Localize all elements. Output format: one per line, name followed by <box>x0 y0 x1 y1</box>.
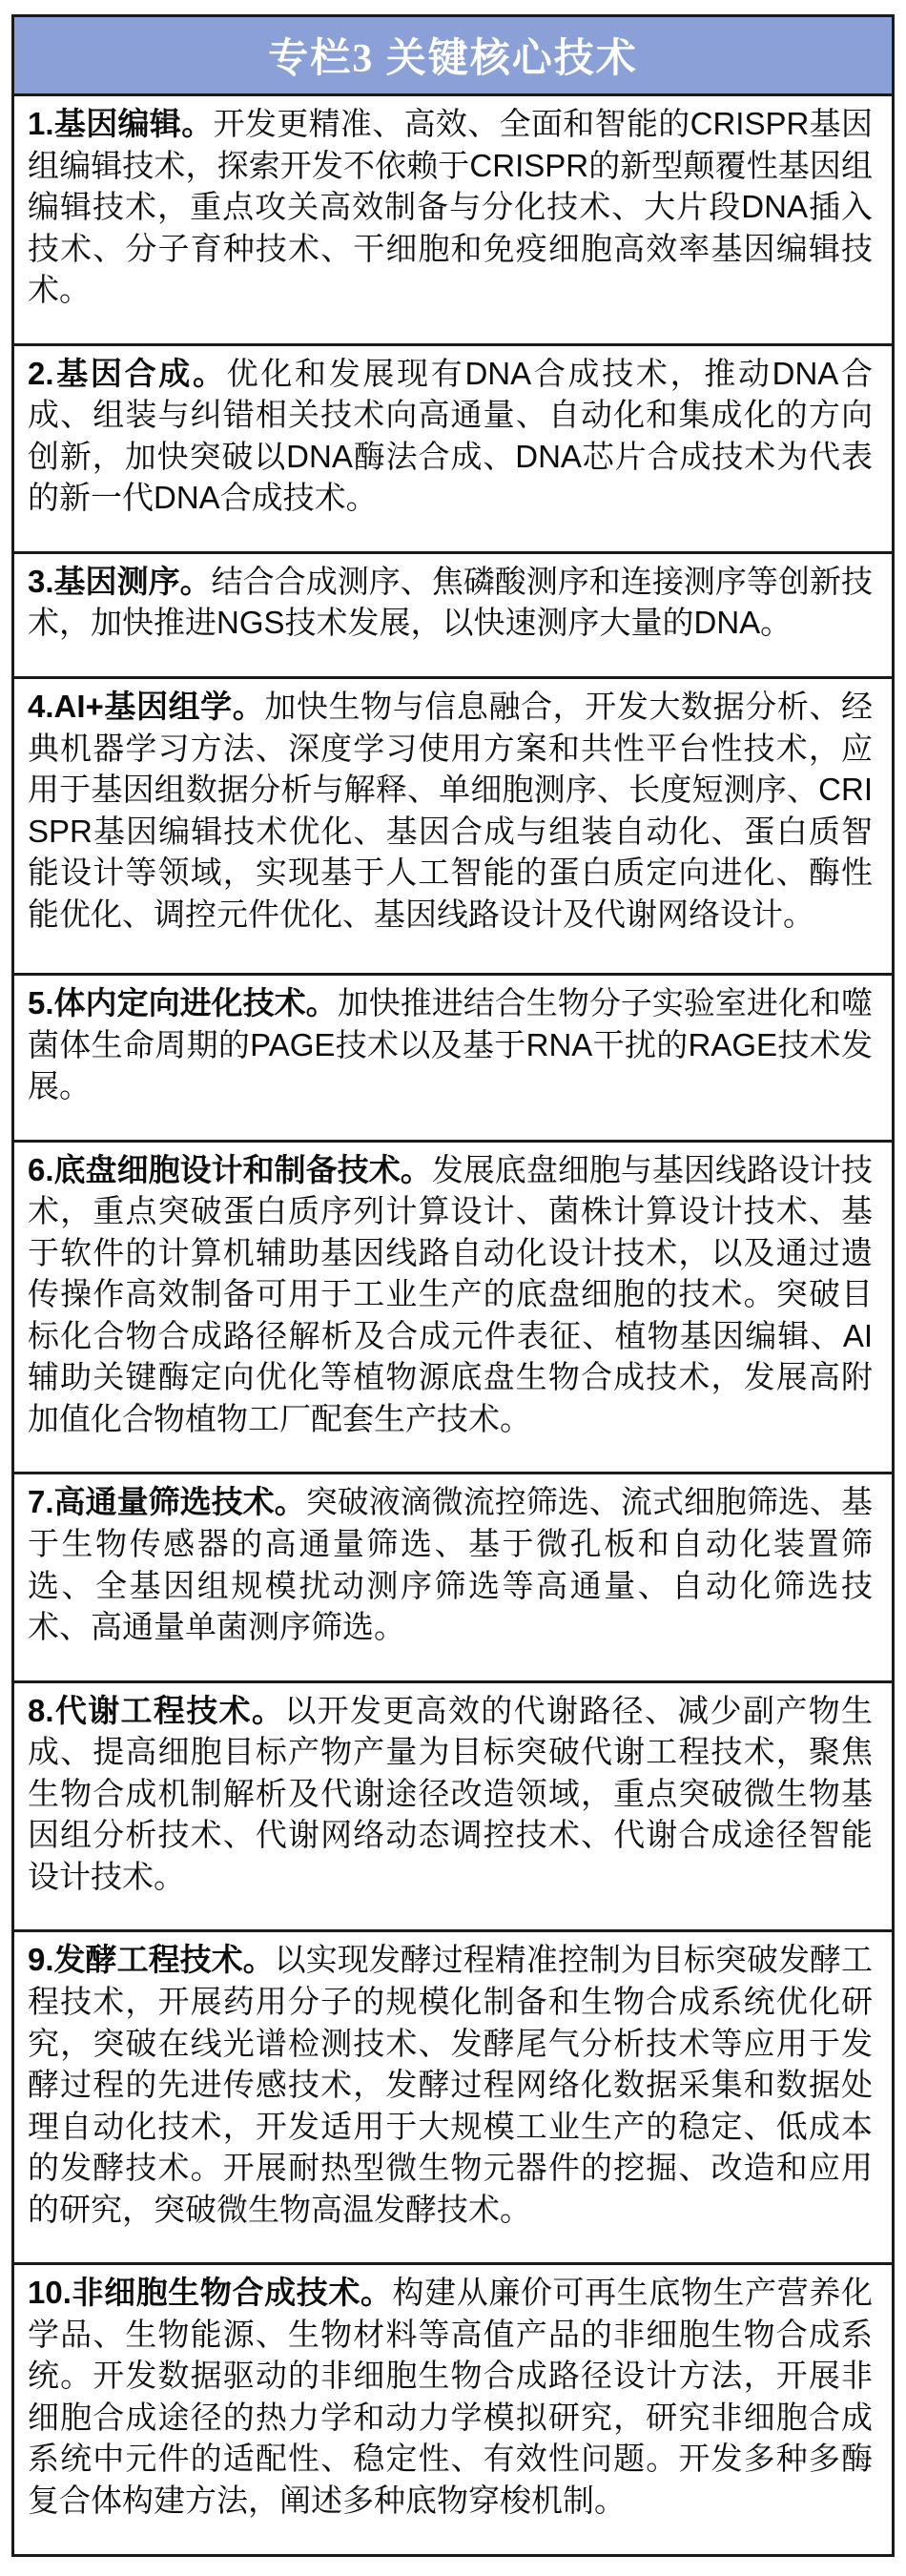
section-title: 4.AI+基因组学。 <box>28 689 265 725</box>
section-gene-editing <box>14 93 892 343</box>
section-title: 1.基因编辑。 <box>28 106 214 141</box>
key-tech-table <box>11 14 895 2557</box>
section-paragraph <box>28 2272 873 2521</box>
section-body: 开发更精准、高效、全面和智能的CRISPR基因组编辑技术，探索开发不依赖于CRISPR的新型颠覆性基因组编辑技术，重点攻关高效制备与分化技术、大片段DNA插入技术、分子育种技术、干细胞和免疫细胞高效率基因编辑技术。 <box>28 106 873 308</box>
section-body: 优化和发展现有DNA合成技术，推动DNA合成、组装与纠错相关技术向高通量、自动化和集成化的方向创新，加快突破以DNA酶法合成、DNA芯片合成技术为代表的新一代DNA合成技术。 <box>28 355 873 516</box>
panel-header <box>14 17 892 93</box>
section-body: 发展底盘细胞与基因线路设计技术，重点突破蛋白质序列计算设计、菌株计算设计技术、基于软件的计算机辅助基因线路自动化设计技术，以及通过遗传操作高效制备可用于工业生产的底盘细胞的技术。突破目标化合物合成路径解析及合成元件表征、植物基因编辑、AI辅助关键酶定向优化等植物源底盘生物合成技术，发展高附加值化合物植物工厂配套生产技术。 <box>28 1151 874 1436</box>
section-paragraph <box>28 1690 873 1898</box>
section-title: 5.体内定向进化技术。 <box>28 985 338 1021</box>
section-paragraph <box>28 103 873 311</box>
section-paragraph <box>28 982 873 1107</box>
section-body: 以实现发酵过程精准控制为目标突破发酵工程技术，开展药用分子的规模化制备和生物合成系统优化研究，突破在线光谱检测技术、发酵尾气分析技术等应用于发酵过程的先进传感技术，发酵过程网络化数据采集和数据处理自动化技术，开发适用于大规模工业生产的稳定、低成本的发酵技术。开展耐热型微生物元器件的挖掘、改造和应用的研究，突破微生物高温发酵技术。 <box>28 1942 873 2227</box>
section-paragraph <box>28 561 873 644</box>
section-body: 构建从廉价可再生底物生产营养化学品、生物能源、生物材料等高值产品的非细胞生物合成系统。开发数据驱动的非细胞生物合成路径设计方法，开展非细胞合成途径的热力学和动力学模拟研究，研究非细胞合成系统中元件的适配性、稳定性、有效性问题。开发多种多酶复合体构建方法，阐述多种底物穿梭机制。 <box>28 2275 874 2518</box>
section-paragraph <box>28 686 873 935</box>
section-ai-genomics <box>14 676 892 973</box>
panel-title: 专栏3 关键核心技术 <box>268 37 638 81</box>
section-chassis-cell-design <box>14 1140 892 1473</box>
section-paragraph <box>28 1939 873 2230</box>
section-cell-free-biosynthesis <box>14 2262 892 2553</box>
section-body: 加快生物与信息融合，开发大数据分析、经典机器学习方法、深度学习使用方案和共性平台性技术，应用于基因组数据分析与解释、单细胞测序、长度短测序、CRISPR基因编辑技术优化、基因合成与组装自动化、蛋白质智能设计等领域，实现基于人工智能的蛋白质定向进化、酶性能优化、调控元件优化、基因线路设计及代谢网络设计。 <box>28 689 873 932</box>
section-body: 以开发更高效的代谢路径、减少副产物生成、提高细胞目标产物产量为目标突破代谢工程技术，聚焦生物合成机制解析及代谢途径改造领域，重点突破微生物基因组分析技术、代谢网络动态调控技术、代谢合成途径智能设计技术。 <box>28 1692 873 1894</box>
section-title: 10.非细胞生物合成技术。 <box>28 2275 393 2311</box>
section-title: 8.代谢工程技术。 <box>28 1692 285 1728</box>
section-paragraph <box>28 1481 873 1647</box>
section-title: 9.发酵工程技术。 <box>28 1942 275 1978</box>
section-body: 结合合成测序、焦磷酸测序和连接测序等创新技术，加快推进NGS技术发展，以快速测序大量的DNA。 <box>28 563 874 641</box>
section-body: 突破液滴微流控筛选、流式细胞筛选、基于生物传感器的高通量筛选、基于微孔板和自动化装置筛选、全基因组规模扰动测序筛选等高通量、自动化筛选技术、高通量单菌测序筛选。 <box>28 1484 873 1645</box>
section-title: 7.高通量筛选技术。 <box>28 1484 306 1520</box>
section-high-throughput-screening <box>14 1472 892 1680</box>
section-title: 2.基因合成。 <box>28 355 227 391</box>
section-in-vivo-directed-evolution <box>14 973 892 1140</box>
section-paragraph <box>28 1149 873 1440</box>
section-metabolic-engineering <box>14 1680 892 1930</box>
section-gene-synthesis <box>14 343 892 551</box>
section-paragraph <box>28 353 873 519</box>
section-fermentation-engineering <box>14 1929 892 2262</box>
section-gene-sequencing <box>14 551 892 676</box>
section-body: 加快推进结合生物分子实验室进化和噬菌体生命周期的PAGE技术以及基于RNA干扰的RAGE技术发展。 <box>28 985 873 1104</box>
section-title: 6.底盘细胞设计和制备技术。 <box>28 1151 432 1187</box>
section-title: 3.基因测序。 <box>28 563 212 599</box>
